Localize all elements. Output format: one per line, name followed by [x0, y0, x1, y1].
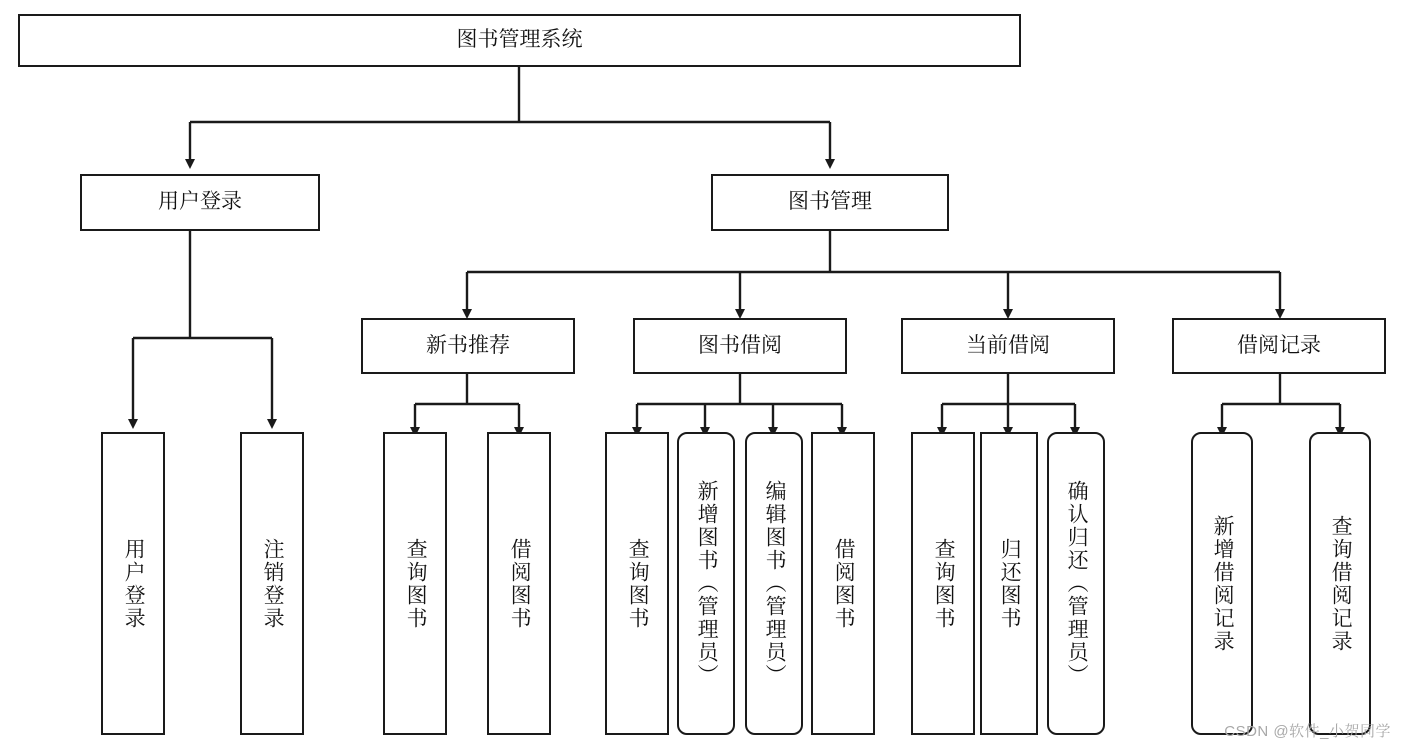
node-label: 图书管理 [788, 190, 872, 214]
node-leaf-user-login[interactable] [101, 432, 165, 735]
node-current-borrow[interactable] [901, 318, 1115, 374]
node-label: 借阅记录 [1237, 333, 1321, 357]
node-leaf-query-book-1[interactable] [383, 432, 447, 735]
node-leaf-add-book[interactable] [677, 432, 735, 735]
node-label: 当前借阅 [966, 333, 1050, 357]
node-leaf-confirm-return[interactable] [1047, 432, 1105, 735]
node-leaf-query-book-2[interactable] [605, 432, 669, 735]
node-label: 借阅图书 [832, 537, 856, 630]
node-leaf-borrow-book-2[interactable] [811, 432, 875, 735]
node-label: 图书借阅 [698, 333, 782, 357]
node-label: 归还图书 [998, 537, 1022, 630]
node-label: 借阅图书 [508, 537, 532, 630]
node-leaf-edit-book[interactable] [745, 432, 803, 735]
node-label: 查询图书 [932, 537, 956, 630]
node-label: 编辑图书（管理员） [763, 480, 787, 687]
node-root[interactable] [18, 14, 1021, 67]
node-leaf-borrow-book-1[interactable] [487, 432, 551, 735]
node-leaf-return-book[interactable] [980, 432, 1038, 735]
node-label: 查询借阅记录 [1329, 514, 1353, 653]
node-label: 查询图书 [626, 537, 650, 630]
node-leaf-add-borrow-record[interactable] [1191, 432, 1253, 735]
node-label: 新增借阅记录 [1211, 514, 1235, 653]
node-label: 新增图书（管理员） [695, 480, 719, 687]
node-label: 用户登录 [122, 537, 146, 630]
node-new-book-recommend[interactable] [361, 318, 575, 374]
node-label: 注销登录 [261, 537, 285, 630]
node-leaf-query-book-3[interactable] [911, 432, 975, 735]
node-label: 图书管理系统 [456, 28, 583, 52]
node-label: 用户登录 [158, 190, 242, 214]
node-leaf-logout[interactable] [240, 432, 304, 735]
node-label: 新书推荐 [426, 333, 510, 357]
node-label: 查询图书 [404, 537, 428, 630]
node-label: 确认归还（管理员） [1065, 480, 1089, 687]
node-user-login[interactable] [80, 174, 320, 231]
node-leaf-query-borrow-record[interactable] [1309, 432, 1371, 735]
node-book-management[interactable] [711, 174, 949, 231]
watermark-text: CSDN @软件_小贺同学 [1224, 723, 1391, 740]
node-borrow-record[interactable] [1172, 318, 1386, 374]
node-book-borrow[interactable] [633, 318, 847, 374]
